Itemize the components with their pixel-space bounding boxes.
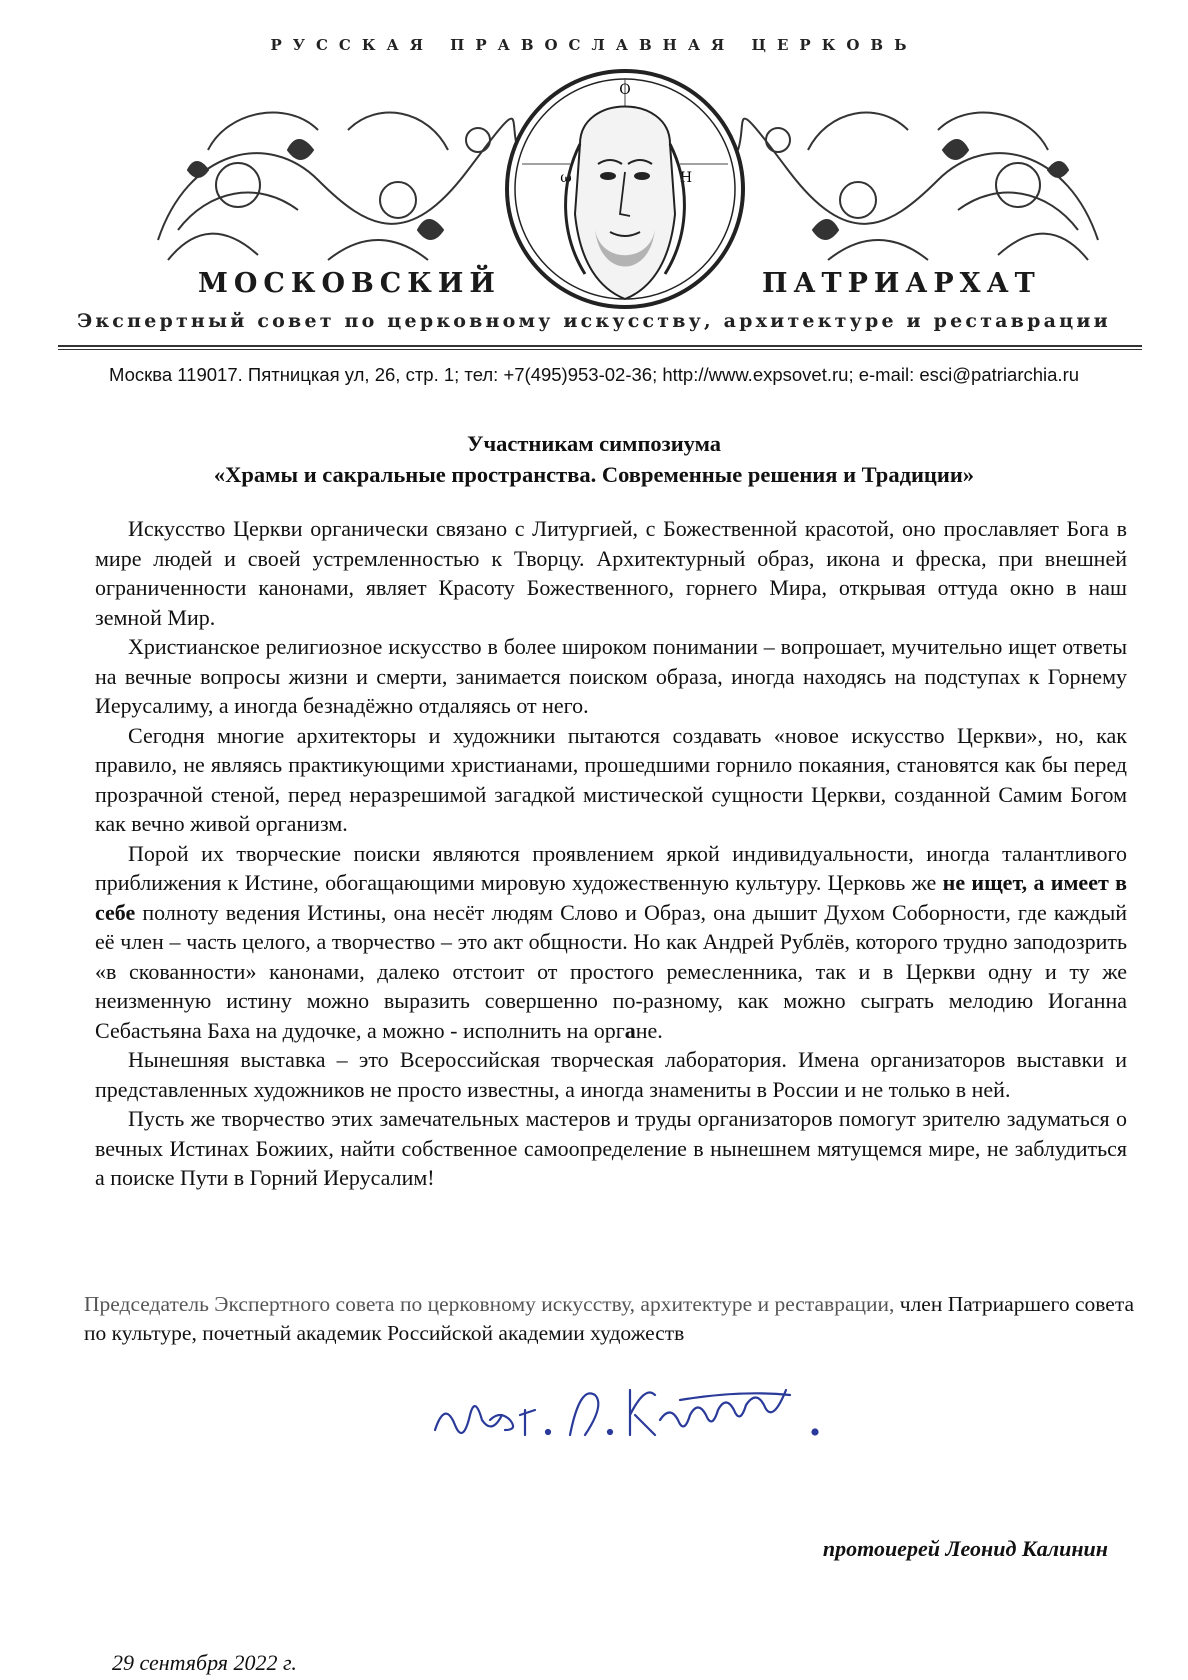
paragraph-6: Пусть же творчество этих замечательных мастеров и труды организаторов помогут зрителю задуматься о вечных Истинах Божиих, найти собственное самоопределение в нынешнем мятущемся мире, не заблудиться а поиске Пути в Горний Иерусалим! bbox=[95, 1106, 1127, 1190]
icon-letter-o: О bbox=[619, 82, 631, 98]
title-line-2: «Храмы и сакральные пространства. Современные решения и Традиции» bbox=[213, 462, 975, 487]
paragraph-1: Искусство Церкви органически связано с Литургией, с Божественной красотой, оно прославляет Бога в мире людей и своей устремленностью к Творцу. Архитектурный образ, икона и фреска, при внешней ограниченности канонами, являет Красоту Божественного, горнего Мира, открывая оттуда окно в наш земной Мир. bbox=[95, 516, 1127, 630]
icon-medallion bbox=[500, 64, 750, 314]
handwritten-signature bbox=[430, 1360, 830, 1470]
paragraph-4-emphasis: не ищет, а имеет в себе bbox=[95, 870, 1127, 925]
contact-address: Москва 119017. Пятницкая ул, 26, стр. 1; тел: +7(495)953-02-36; http://www.expsovet.ru; e-mail: esci@patriarchia.ru bbox=[108, 364, 1080, 385]
left-ornament bbox=[148, 90, 523, 270]
heading-patriarchate: ПАТРИАРХАТ bbox=[762, 268, 1041, 299]
paragraph-4-bold-letter: а bbox=[624, 1017, 636, 1043]
right-ornament bbox=[733, 90, 1108, 270]
header-rule-thin bbox=[58, 349, 1142, 350]
chairman-title bbox=[84, 1290, 1144, 1348]
church-name: РУССКАЯ ПРАВОСЛАВНАЯ ЦЕРКОВЬ bbox=[270, 36, 918, 54]
icon-letter-omega: ω bbox=[560, 170, 572, 186]
council-name: Экспертный совет по церковному искусству, архитектуре и реставрации bbox=[77, 310, 1111, 332]
letter-date: 29 сентября 2022 г. bbox=[112, 1650, 297, 1675]
icon-letter-n: Н bbox=[679, 170, 693, 186]
paragraph-4-start: Порой их творческие поиски являются проявлением яркой индивидуальности, иногда талантливого приближения к Истине, обогащающими мировую художественную культуру. Церковь же bbox=[95, 840, 1127, 895]
letter-body bbox=[95, 514, 1127, 1193]
paragraph-3: Сегодня многие архитекторы и художники пытаются создавать «новое искусство Церкви», но, как правило, не являясь практикующими христианами, прошедшими горнило покаяния, становятся как бы перед прозрачной стеной, перед неразрешимой загадкой мистической сущности Церкви, созданной Самим Богом как вечно живой организм. bbox=[95, 722, 1127, 836]
chairman-title-rest: член Патриаршего совета по культуре, почетный академик Российской академии художеств bbox=[84, 1292, 1135, 1345]
paragraph-4 bbox=[95, 839, 1127, 1046]
signer-name: протоиерей Леонид Калинин bbox=[822, 1536, 1108, 1561]
letter-title bbox=[0, 428, 1188, 490]
paragraph-4-tail: не. bbox=[635, 1017, 663, 1043]
title-line-1: Участникам симпозиума bbox=[466, 431, 722, 456]
paragraph-2: Христианское религиозное искусство в более широком понимании – вопрошает, мучительно ищет ответы на вечные вопросы жизни и смерти, занимается поиском образа, иногда находясь на подступах к Горнему Иерусалиму, а иногда безнадёжно отдаляясь от него. bbox=[95, 634, 1127, 718]
paragraph-5: Нынешняя выставка – это Всероссийская творческая лаборатория. Имена организаторов выставки и представленных художников не просто известны, а иногда знамениты в России и не только в ней. bbox=[95, 1047, 1127, 1102]
chairman-title-grey: Председатель Экспертного совета по церковному искусству, архитектуре и реставрации, bbox=[84, 1292, 895, 1316]
heading-moscow: МОСКОВСКИЙ bbox=[198, 268, 501, 299]
header-rule bbox=[58, 345, 1142, 347]
paragraph-4-end: полноту ведения Истины, она несёт людям Слово и Образ, она дышит Духом Соборности, где каждый её член – часть целого, а творчество – это акт общности. Но как Андрей Рублёв, которого трудно заподозрить «в скованности» канонами, далеко отстоит от простого ремесленника, так и в Церкви одну и ту же неизменную истину можно выразить совершенно по-разному, как можно сыграть мелодию Иоганна Себастьяна Баха на дудочке, а можно - исполнить на орг bbox=[95, 899, 1127, 1043]
